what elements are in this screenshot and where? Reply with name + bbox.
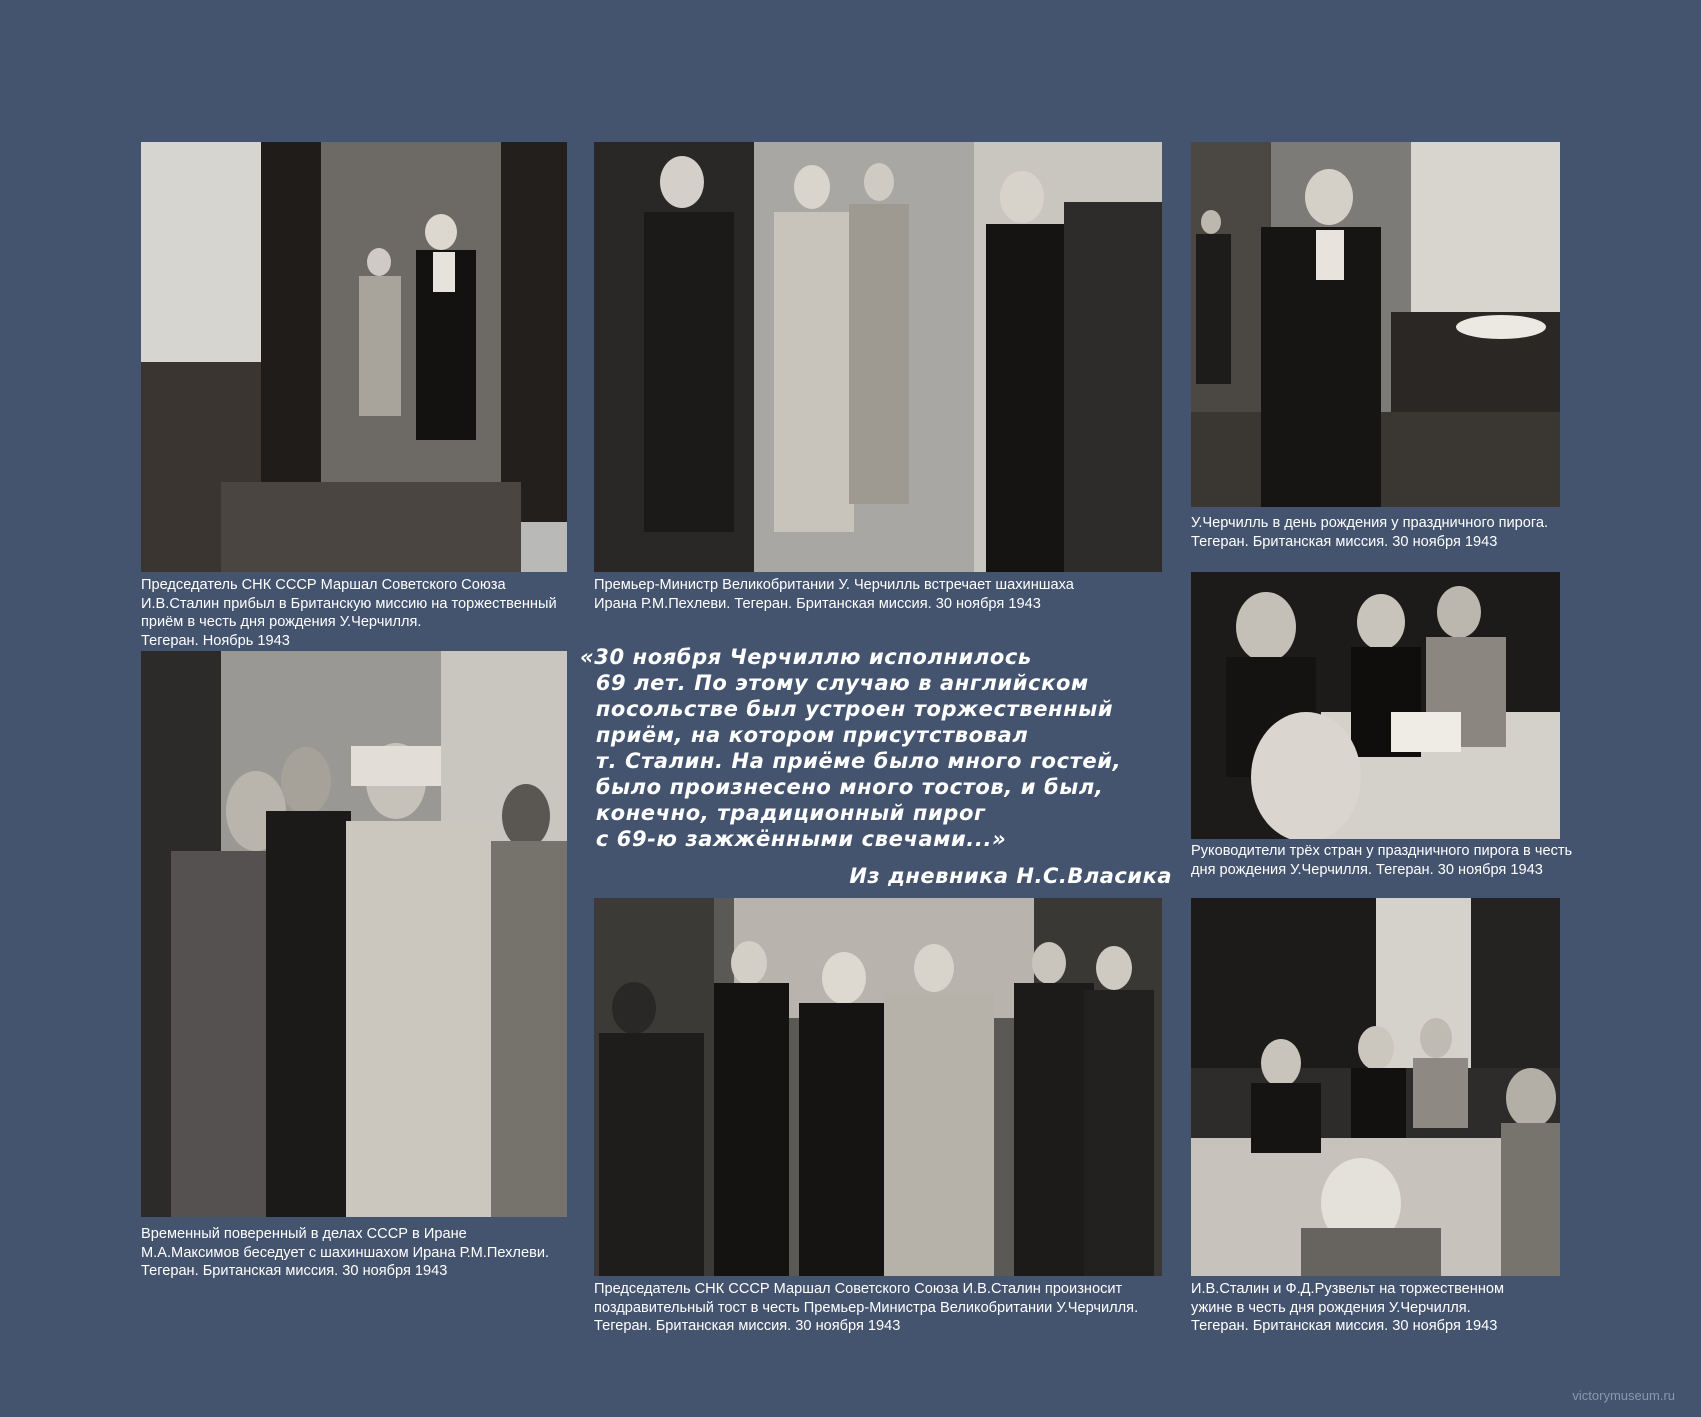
photo-three-leaders-cake — [1191, 572, 1560, 839]
caption-photo-3: У.Черчилль в день рождения у праздничного пирога. Тегеран. Британская миссия. 30 ноября 1943 — [1191, 515, 1549, 550]
caption-photo-4: Руководители трёх стран у праздничного пирога в честь дня рождения У.Черчилля. Тегеран. 30 ноября 1943 — [1191, 843, 1573, 878]
photo-stalin-arrives — [141, 142, 567, 572]
photo-churchill-meets-shah — [594, 142, 1162, 572]
caption-photo-2: Премьер-Министр Великобритании У. Черчилль встречает шахиншаха Ирана Р.М.Пехлеви. Тегеран. Британская миссия. 30 ноября 1943 — [594, 577, 1074, 612]
caption-photo-1: Председатель СНК СССР Маршал Советского Союза И.В.Сталин прибыл в Британскую миссию на торжественный приём в честь дня рождения У.Черчилля. Тегеран. Ноябрь 1943 — [141, 577, 557, 649]
photo-stalin-toast — [594, 898, 1162, 1276]
photo-maksimov-and-shah — [141, 651, 567, 1217]
diary-quote: «30 ноября Черчиллю исполнилось 69 лет. По этому случаю в английском посольстве был устроен торжественный приём, на котором присутствовал т. Сталин. На приёме было много гостей, было произнесено много тостов, и был, конечно, традиционный пирог с 69-ю зажжёнными свечами...» — [580, 645, 1122, 851]
photo-stalin-roosevelt-dinner — [1191, 898, 1560, 1276]
quote-source: Из дневника Н.С.Власика — [849, 864, 1172, 888]
caption-photo-7: И.В.Сталин и Ф.Д.Рузвельт на торжественном ужине в честь дня рождения У.Черчилля. Тегеран. Британская миссия. 30 ноября 1943 — [1191, 1281, 1505, 1334]
watermark: victorymuseum.ru — [1572, 1388, 1675, 1403]
caption-photo-6: Председатель СНК СССР Маршал Советского Союза И.В.Сталин произносит поздравительный тост в честь Премьер-Министра Великобритании У.Черчилля. Тегеран. Британская миссия. 30 ноября 1943 — [594, 1281, 1139, 1334]
caption-photo-5: Временный поверенный в делах СССР в Иране М.А.Максимов беседует с шахиншахом Ирана Р.М.Пехлеви. Тегеран. Британская миссия. 30 ноября 1943 — [141, 1226, 550, 1279]
photo-churchill-birthday-cake — [1191, 142, 1560, 507]
